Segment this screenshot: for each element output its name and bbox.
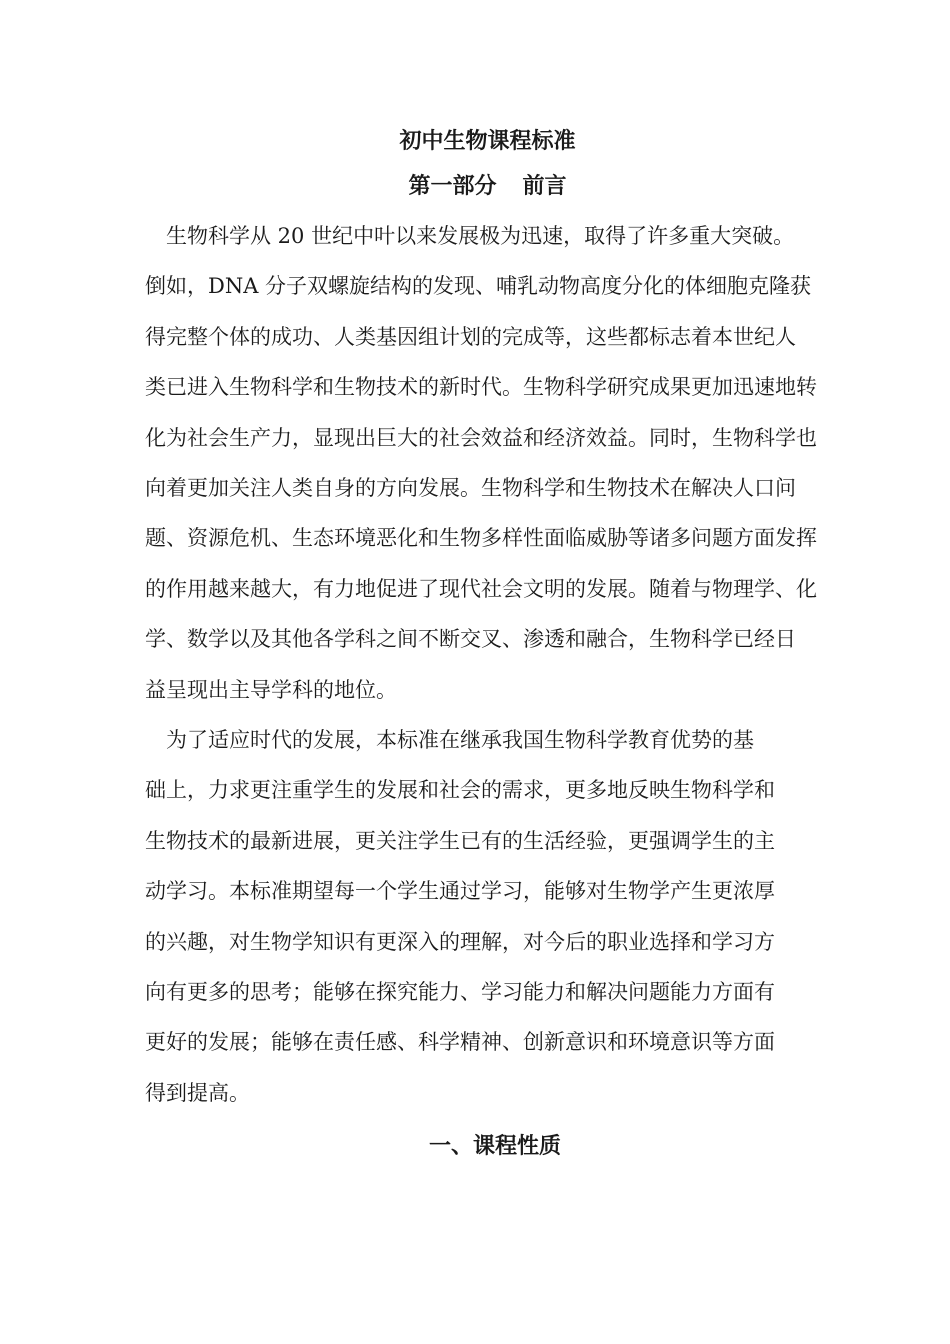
paragraph-line: 生物技术的最新进展，更关注学生已有的生活经验，更强调学生的主 xyxy=(145,828,775,853)
paragraph-line: 向有更多的思考；能够在探究能力、学习能力和解决问题能力方面有 xyxy=(145,979,775,1004)
paragraph-line: 动学习。本标准期望每一个学生通过学习，能够对生物学产生更浓厚 xyxy=(145,879,775,904)
paragraph-line: 生物科学从 20 世纪中叶以来发展极为迅速，取得了许多重大突破。 xyxy=(145,224,795,248)
paragraph-line: 的作用越来越大，有力地促进了现代社会文明的发展。随着与物理学、化 xyxy=(145,576,817,601)
part-label: 第一部分 xyxy=(408,174,497,199)
paragraph-line: 得完整个体的成功、人类基因组计划的完成等，这些都标志着本世纪人 xyxy=(145,324,796,349)
paragraph-line: 得到提高。 xyxy=(145,1080,250,1105)
part-name: 前言 xyxy=(522,174,567,199)
document-title: 初中生物课程标准 xyxy=(399,129,576,154)
paragraph-line: 题、资源危机、生态环境恶化和生物多样性面临威胁等诸多问题方面发挥 xyxy=(145,526,817,551)
paragraph-line: 倒如，DNA 分子双螺旋结构的发现、哺乳动物高度分化的体细胞克隆获 xyxy=(145,274,812,299)
paragraph-1 xyxy=(145,211,845,715)
paragraph-2 xyxy=(145,715,845,1118)
paragraph-line: 的兴趣，对生物学知识有更深入的理解，对今后的职业选择和学习方 xyxy=(145,929,775,954)
paragraph-line: 益呈现出主导学科的地位。 xyxy=(145,677,397,702)
section-heading: 一、课程性质 xyxy=(428,1134,561,1159)
paragraph-line: 更好的发展；能够在责任感、科学精神、创新意识和环境意识等方面 xyxy=(145,1030,775,1055)
paragraph-line: 础上，力求更注重学生的发展和社会的需求，更多地反映生物科学和 xyxy=(145,778,775,803)
paragraph-line: 向着更加关注人类自身的方向发展。生物科学和生物技术在解决人口问 xyxy=(145,475,796,500)
part-heading xyxy=(0,168,950,206)
paragraph-line: 化为社会生产力，显现出巨大的社会效益和经济效益。同时，生物科学也 xyxy=(145,425,817,450)
paragraph-line: 类已进入生物科学和生物技术的新时代。生物科学研究成果更加迅速地转 xyxy=(145,375,817,400)
paragraph-line: 为了适应时代的发展，本标准在继承我国生物科学教育优势的基 xyxy=(145,728,754,752)
paragraph-line: 学、数学以及其他各学科之间不断交叉、渗透和融合，生物科学已经日 xyxy=(145,627,796,652)
